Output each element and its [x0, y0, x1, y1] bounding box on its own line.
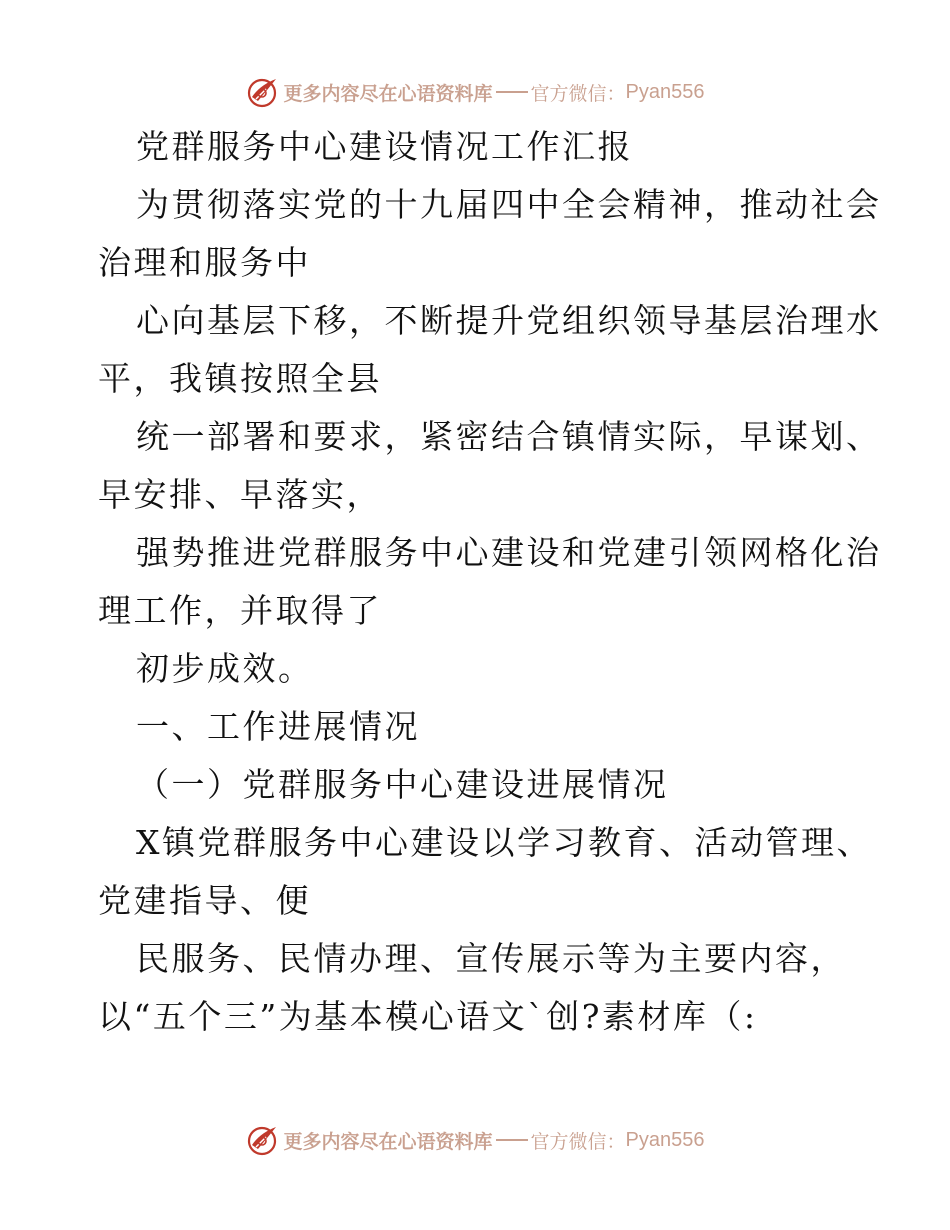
feather-pen-logo-icon: [246, 1123, 280, 1157]
header-watermark: [0, 72, 950, 112]
watermark-dash: [496, 91, 528, 93]
document-line: 初步成效。: [136, 649, 314, 688]
watermark-sub-text: 官方微信：: [530, 82, 626, 105]
document-line: 早安排、早落实，: [98, 475, 382, 514]
document-line: 强势推进党群服务中心建设和党建引领网格化治: [136, 533, 882, 572]
document-line: 理工作，并取得了: [98, 591, 382, 630]
document-line: 为贯彻落实党的十九届四中全会精神，推动社会: [136, 185, 882, 224]
document-line: 统一部署和要求，紧密结合镇情实际，早谋划、: [136, 417, 882, 456]
document-line: 民服务、民情办理、宣传展示等为主要内容，: [136, 939, 846, 978]
subsection-heading: （一）党群服务中心建设进展情况: [136, 765, 669, 804]
watermark-brand-text: 更多内容尽在心语资料库: [283, 82, 493, 105]
watermark-account: Pyan556: [625, 80, 705, 103]
section-heading: 一、工作进展情况: [136, 707, 420, 746]
footer-watermark: [0, 1120, 950, 1160]
document-line: X镇党群服务中心建设以学习教育、活动管理、: [136, 823, 872, 862]
document-body: [98, 118, 888, 1046]
document-line: 党建指导、便: [98, 881, 311, 920]
watermark-brand-text: 更多内容尽在心语资料库: [283, 1130, 493, 1153]
watermark-sub-text: 官方微信：: [530, 1130, 626, 1153]
watermark-dash: [496, 1139, 528, 1141]
document-line: 党群服务中心建设情况工作汇报: [136, 127, 633, 166]
feather-pen-logo-icon: [246, 75, 280, 109]
document-line: 心向基层下移，不断提升党组织领导基层治理水: [136, 301, 882, 340]
document-line: 治理和服务中: [98, 243, 311, 282]
watermark-account: Pyan556: [625, 1128, 705, 1151]
document-line: 以“五个三”为基本模心语文`创?素材库（:: [98, 997, 758, 1036]
document-line: 平，我镇按照全县: [98, 359, 382, 398]
